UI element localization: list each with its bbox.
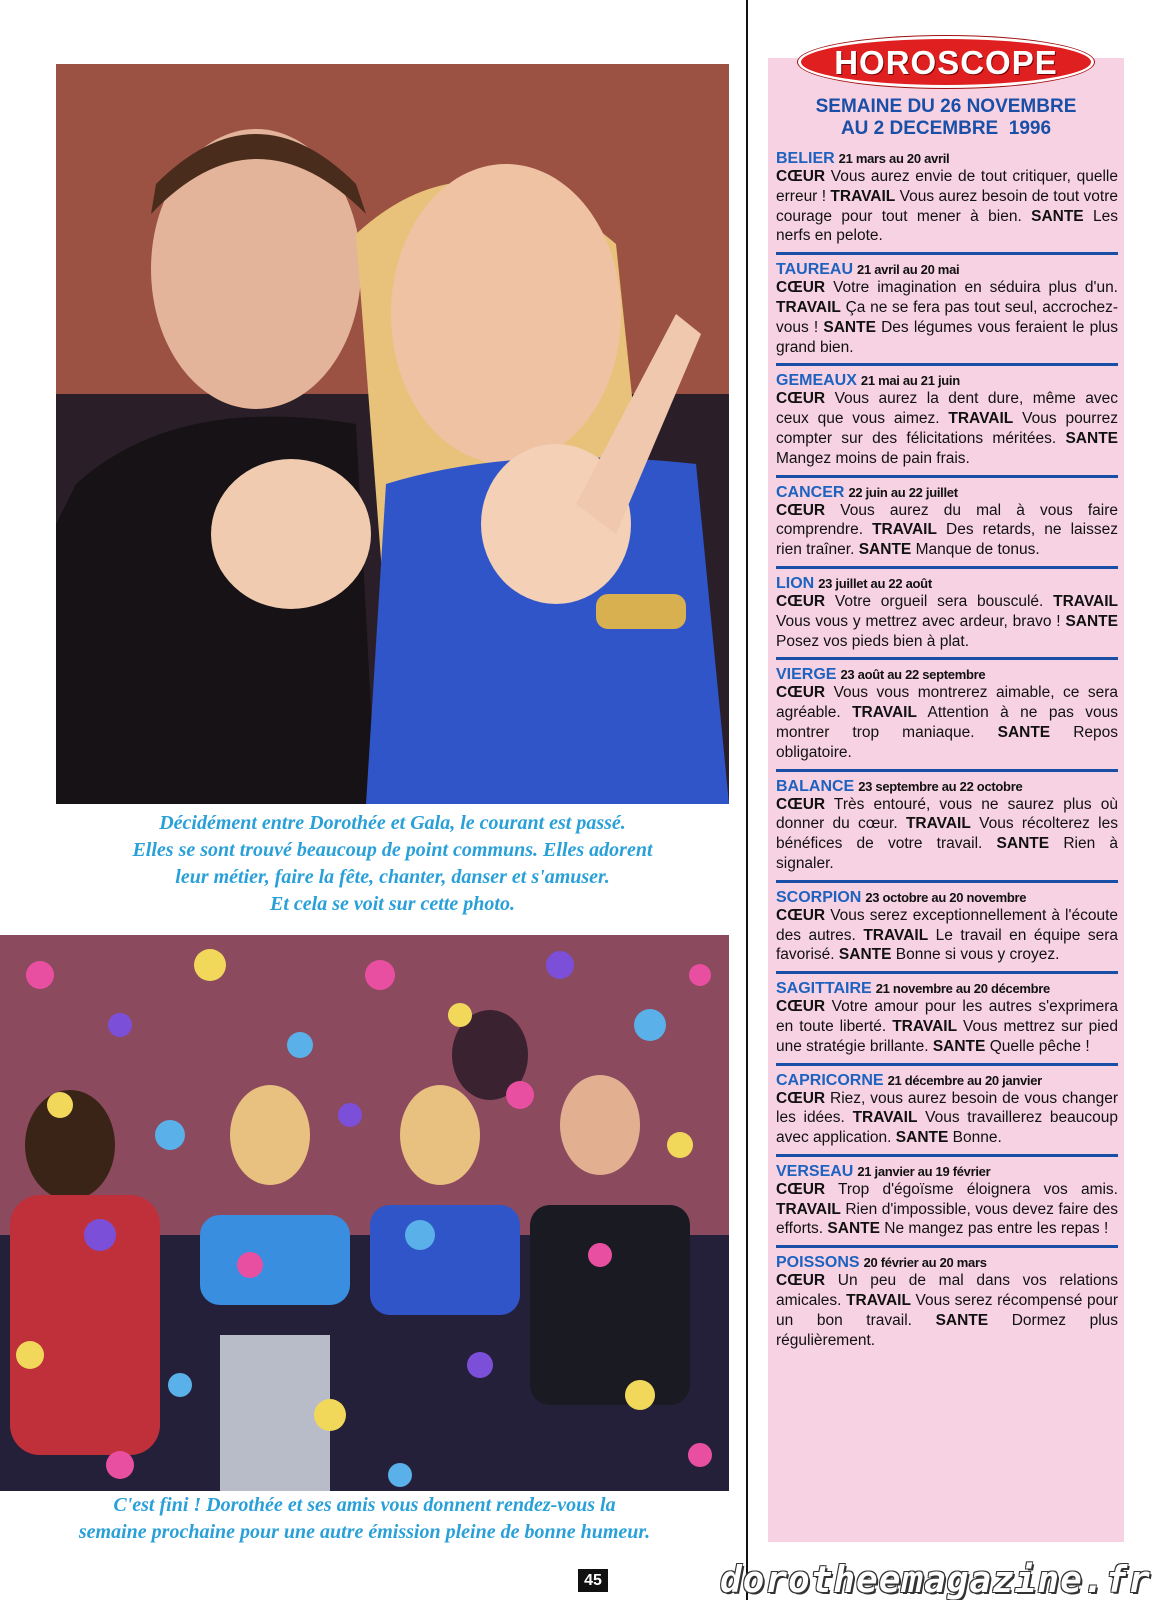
sign-dates: 20 février au 20 mars — [863, 1255, 987, 1271]
sign-header — [776, 1254, 1118, 1271]
sign-text — [776, 997, 1118, 1056]
sante-text: Rien à signaler. — [776, 835, 1119, 872]
page-number: 45 — [578, 1569, 608, 1592]
coeur-text: Riez, vous aurez besoin de vous changer les idées. — [776, 1089, 1118, 1127]
sante-label: SANTE — [997, 723, 1051, 741]
sign-entry-cancer — [776, 484, 1118, 569]
coeur-text: Trop d'égoïsme éloignera vos amis. — [838, 1180, 1118, 1198]
sante-text: Dormez plus régulièrement. — [776, 1311, 1119, 1349]
sign-text — [776, 592, 1118, 651]
week-line: SEMAINE DU 26 NOVEMBRE — [815, 96, 1077, 117]
confetti-illustration — [0, 935, 729, 1491]
sign-name: VERSEAU — [776, 1162, 854, 1180]
coeur-label: CŒUR — [776, 906, 826, 924]
sign-name: BELIER — [776, 150, 835, 167]
sante-label: SANTE — [1065, 612, 1118, 630]
sign-header — [776, 484, 1118, 501]
travail-label: TRAVAIL — [905, 815, 971, 833]
sign-text — [776, 389, 1118, 468]
sign-entry-capricorne — [776, 1072, 1118, 1157]
sign-entry-vierge — [776, 666, 1118, 771]
travail-text: Vous récolterez les bénéfices de votre travail. — [776, 815, 1118, 853]
sign-header — [776, 372, 1118, 389]
sante-text: Bonne. — [952, 1129, 1002, 1147]
coeur-text: Votre amour pour les autres s'exprimera en toute liberté. — [776, 998, 1118, 1035]
sign-name: LION — [776, 574, 815, 592]
sign-dates: 22 juin au 22 juillet — [848, 484, 958, 500]
site-watermark: dorotheemagazine.fr — [720, 1560, 1151, 1600]
sign-dates: 23 juillet au 22 août — [818, 575, 932, 591]
sign-entry-verseau — [776, 1163, 1118, 1248]
caption-line: leur métier, faire la fête, chanter, danser et s'amuser. — [175, 866, 610, 888]
sign-dates: 21 novembre au 20 décembre — [875, 981, 1050, 997]
coeur-label: CŒUR — [776, 390, 826, 408]
sante-text: Repos obligatoire. — [776, 723, 1119, 761]
sign-dates: 23 août au 22 septembre — [840, 667, 986, 683]
sign-header — [776, 1163, 1118, 1180]
travail-text: Vous serez récompensé pour un bon travail. — [776, 1292, 1118, 1329]
sign-entry-lion — [776, 575, 1118, 660]
coeur-text: Très entouré, vous ne saurez plus où donner du cœur. — [776, 795, 1118, 833]
sign-entry-balance — [776, 778, 1118, 883]
bottom-photo-caption — [0, 1492, 729, 1546]
sante-text: Manque de tonus. — [915, 541, 1040, 559]
sign-header — [776, 1072, 1118, 1089]
travail-text: Vous vous y mettrez avec ardeur, bravo ! — [776, 612, 1061, 630]
travail-label: TRAVAIL — [830, 187, 896, 205]
travail-label: TRAVAIL — [892, 1017, 958, 1035]
sign-dates: 23 septembre au 22 octobre — [858, 778, 1023, 794]
caption-line: Elles se sont trouvé beaucoup de point communs. Elles adorent — [132, 839, 653, 861]
sante-text: Mangez moins de pain frais. — [776, 449, 970, 467]
sign-entry-poissons — [776, 1254, 1118, 1356]
top-photo-caption — [56, 810, 729, 918]
sante-text: Posez vos pieds bien à plat. — [776, 632, 970, 650]
coeur-text: Un peu de mal dans vos relations amicales. — [776, 1272, 1118, 1310]
travail-label: TRAVAIL — [863, 926, 929, 944]
coeur-label: CŒUR — [776, 684, 826, 702]
sign-entry-gemeaux — [776, 372, 1118, 477]
travail-label: TRAVAIL — [852, 704, 917, 722]
column-divider — [746, 0, 748, 1600]
travail-text: Des retards, ne laissez rien traîner. — [776, 521, 1118, 559]
sante-text: Ne mangez pas entre les repas ! — [884, 1220, 1109, 1238]
sign-name: CAPRICORNE — [776, 1071, 884, 1089]
coeur-label: CŒUR — [776, 592, 826, 610]
sante-label: SANTE — [935, 1311, 989, 1329]
sign-entry-taureau — [776, 261, 1118, 366]
week-line: AU 2 DECEMBRE 1996 — [840, 118, 1052, 139]
sante-label: SANTE — [932, 1037, 986, 1055]
travail-text: Rien d'impossible, vous devez faire des efforts. — [776, 1200, 1118, 1238]
sante-label: SANTE — [858, 541, 912, 559]
travail-label: TRAVAIL — [872, 521, 937, 539]
travail-label: TRAVAIL — [948, 410, 1014, 428]
sign-dates: 21 janvier au 19 février — [857, 1163, 991, 1179]
coeur-label: CŒUR — [776, 501, 826, 519]
coeur-text: Votre orgueil sera bousculé. — [834, 592, 1044, 610]
caption-line: Décidément entre Dorothée et Gala, le courant est passé. — [159, 812, 626, 834]
sign-text — [776, 683, 1118, 762]
coeur-label: CŒUR — [776, 279, 826, 297]
photo-illustration — [56, 64, 729, 804]
sign-dates: 21 mai au 21 juin — [860, 373, 960, 389]
sign-text — [776, 795, 1118, 874]
sign-text — [776, 167, 1118, 246]
photo-confetti-finale — [0, 935, 729, 1491]
sante-text: Des légumes vous feraient le plus grand bien. — [776, 318, 1119, 356]
sign-dates: 21 avril au 20 mai — [857, 262, 960, 278]
sign-name: CANCER — [776, 483, 845, 501]
travail-text: Vous travaillerez beaucoup avec application. — [776, 1109, 1119, 1147]
travail-text: Attention à ne pas vous montrer trop maniaque. — [776, 704, 1119, 741]
travail-text: Vous aurez besoin de tout votre courage pour tout mener à bien. — [776, 187, 1118, 225]
sign-header — [776, 889, 1118, 906]
sign-header — [776, 261, 1118, 278]
sign-name: VIERGE — [776, 666, 837, 684]
horoscope-signs-list — [776, 150, 1118, 1362]
caption-line: Et cela se voit sur cette photo. — [270, 893, 515, 915]
travail-label: TRAVAIL — [776, 1200, 841, 1218]
sign-name: TAUREAU — [776, 261, 854, 279]
sign-header — [776, 666, 1118, 683]
travail-label: TRAVAIL — [846, 1292, 911, 1310]
sante-label: SANTE — [827, 1220, 880, 1238]
travail-label: TRAVAIL — [776, 298, 841, 316]
caption-line: semaine prochaine pour une autre émission pleine de bonne humeur. — [78, 1521, 651, 1543]
sign-text — [776, 1180, 1118, 1239]
horoscope-week — [768, 96, 1124, 140]
sign-text — [776, 1271, 1118, 1350]
sign-dates: 21 mars au 20 avril — [838, 151, 950, 166]
travail-label: TRAVAIL — [852, 1109, 918, 1127]
sign-dates: 23 octobre au 20 novembre — [865, 889, 1027, 905]
coeur-label: CŒUR — [776, 1272, 826, 1290]
coeur-label: CŒUR — [776, 168, 826, 185]
sign-header — [776, 778, 1118, 795]
photo-dorothee-gala — [56, 64, 729, 804]
travail-text: Vous mettrez sur pied une stratégie brillante. — [776, 1017, 1118, 1055]
coeur-label: CŒUR — [776, 998, 826, 1016]
travail-text: Vous pourrez compter sur des félicitations méritées. — [776, 410, 1118, 447]
coeur-text: Vous aurez du mal à vous faire comprendre. — [776, 501, 1118, 539]
sante-label: SANTE — [838, 946, 892, 964]
sante-label: SANTE — [823, 318, 876, 336]
sign-text — [776, 501, 1118, 560]
sante-label: SANTE — [1031, 207, 1084, 225]
travail-label: TRAVAIL — [1053, 592, 1118, 610]
sign-name: BALANCE — [776, 777, 855, 795]
sign-header — [776, 150, 1118, 167]
sign-text — [776, 1089, 1118, 1148]
sante-text: Quelle pêche ! — [989, 1037, 1090, 1055]
coeur-text: Vous aurez envie de tout critiquer, quelle erreur ! — [776, 168, 1118, 205]
sign-entry-scorpion — [776, 889, 1118, 974]
sign-name: GEMEAUX — [776, 372, 857, 390]
sign-name: SAGITTAIRE — [776, 980, 872, 998]
sign-entry-sagittaire — [776, 980, 1118, 1065]
sign-name: SCORPION — [776, 888, 862, 906]
coeur-label: CŒUR — [776, 795, 826, 813]
sante-label: SANTE — [1065, 429, 1119, 447]
coeur-text: Vous aurez la dent dure, même avec ceux que vous aimez. — [776, 390, 1119, 428]
sign-name: POISSONS — [776, 1254, 860, 1272]
coeur-text: Votre imagination en séduira plus d'un. — [833, 279, 1118, 297]
sante-text: Bonne si vous y croyez. — [895, 946, 1060, 964]
sign-header — [776, 575, 1118, 592]
caption-line: C'est fini ! Dorothée et ses amis vous donnent rendez-vous la — [113, 1494, 616, 1516]
sign-text — [776, 278, 1118, 357]
travail-text: Le travail en équipe sera favorisé. — [776, 926, 1119, 964]
travail-text: Ça ne se fera pas tout seul, accrochez-vous ! — [776, 298, 1118, 336]
sign-entry-belier — [776, 150, 1118, 255]
coeur-label: CŒUR — [776, 1089, 826, 1107]
horoscope-title: HOROSCOPE — [798, 36, 1094, 88]
sante-text: Les nerfs en pelote. — [776, 207, 1118, 245]
coeur-label: CŒUR — [776, 1180, 826, 1198]
sante-label: SANTE — [996, 835, 1050, 853]
sign-dates: 21 décembre au 20 janvier — [887, 1072, 1042, 1088]
coeur-text: Vous serez exceptionnellement à l'écoute des autres. — [776, 906, 1118, 944]
sante-label: SANTE — [895, 1129, 949, 1147]
sign-text — [776, 906, 1118, 965]
sign-header — [776, 980, 1118, 997]
coeur-text: Vous vous montrerez aimable, ce sera agréable. — [776, 684, 1118, 722]
